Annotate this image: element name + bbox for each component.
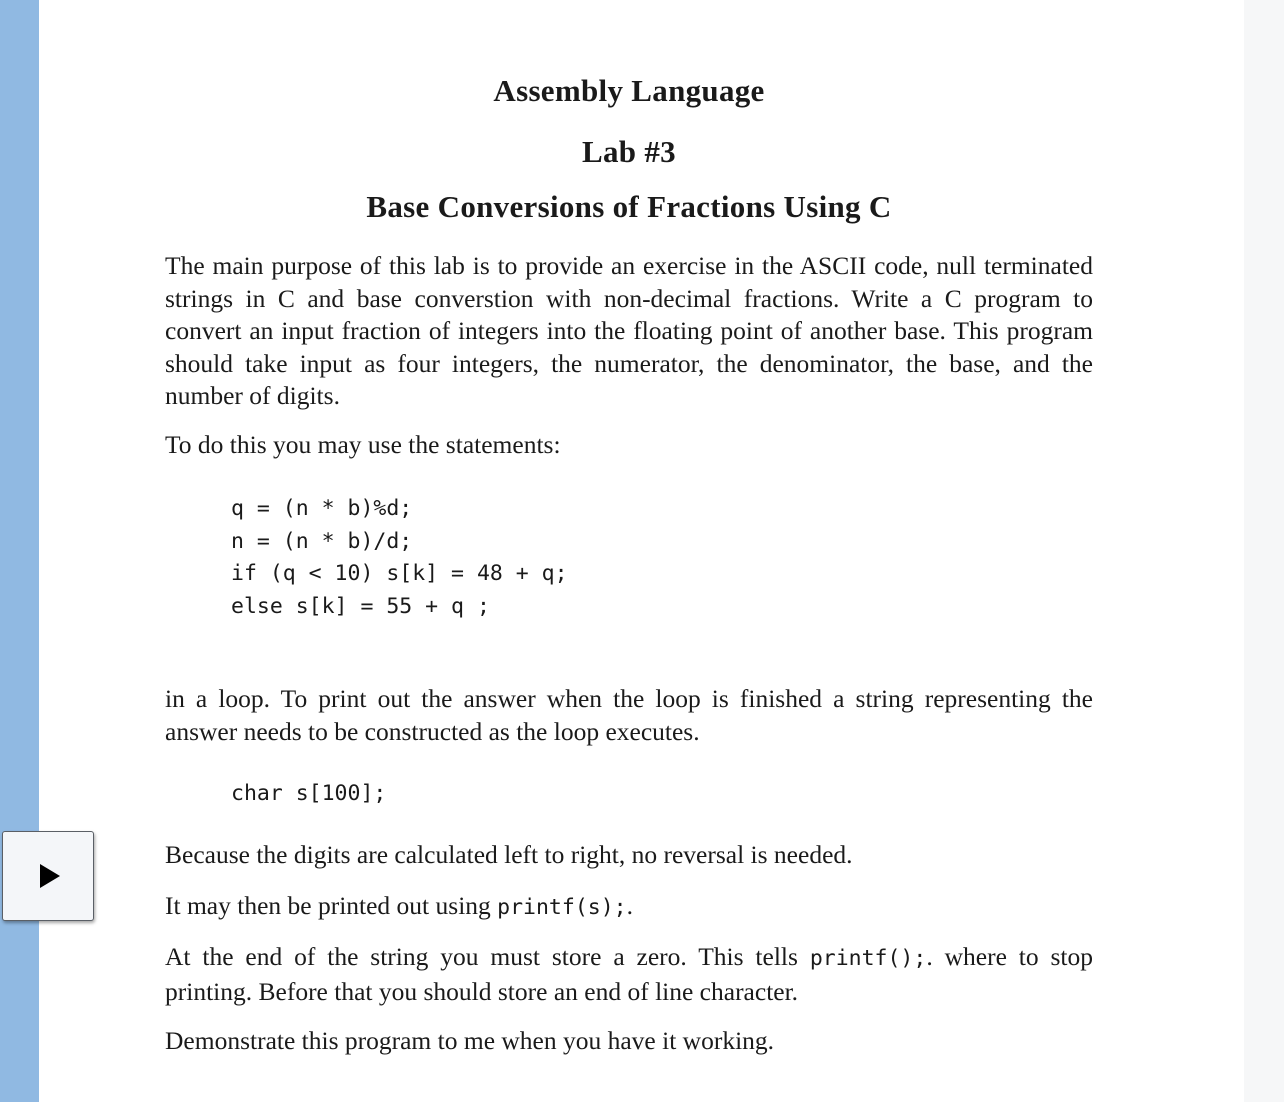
left-sidebar-strip (0, 0, 39, 1102)
inline-code-printf-s: printf(s); (497, 895, 627, 920)
document-page (39, 0, 1244, 1102)
code-line: else s[k] = 55 + q ; (231, 593, 490, 619)
code-line: if (q < 10) s[k] = 48 + q; (231, 561, 568, 586)
statements-intro-paragraph: To do this you may use the statements: (165, 430, 561, 459)
inline-code-printf: printf(); (809, 946, 927, 971)
intro-paragraph: The main purpose of this lab is to provide an exercise in the ASCII code, null terminated strings in C and base converstion with non-decimal fractions. Write a C program to convert an input fraction of integers into the floating point of another base. This program should take input as four integers, the numerator, the denominator, the base, and the number of digits. (165, 251, 1093, 410)
digits-paragraph: Because the digits are calculated left to right, no reversal is needed. (165, 840, 853, 869)
lab-number-title: Lab #3 (582, 134, 676, 169)
loop-paragraph: in a loop. To print out the answer when the loop is finished a string representing the answer needs to be constructed as the loop executes. (165, 684, 1093, 746)
play-icon (40, 864, 60, 888)
code-block-declaration: char s[100]; (231, 781, 387, 806)
demo-paragraph: Demonstrate this program to me when you have it working. (165, 1026, 775, 1055)
end-text-suffix: . where to stop printing. Before that you should store an end of line character. (165, 942, 1093, 1006)
end-text-prefix: At the end of the string you must store a zero. This tells (165, 942, 810, 971)
play-button[interactable] (2, 831, 94, 921)
lab-topic-title: Base Conversions of Fractions Using C (366, 189, 892, 224)
course-title: Assembly Language (493, 73, 765, 108)
print-text-prefix: It may then be printed out using (165, 891, 498, 920)
print-text-suffix: . (626, 891, 633, 920)
right-margin-strip (1244, 0, 1284, 1102)
code-line: n = (n * b)/d; (231, 528, 413, 554)
code-line: q = (n * b)%d; (231, 496, 413, 521)
print-paragraph (165, 890, 1093, 925)
code-block-statements (231, 493, 568, 623)
end-of-string-paragraph (165, 941, 1093, 1008)
